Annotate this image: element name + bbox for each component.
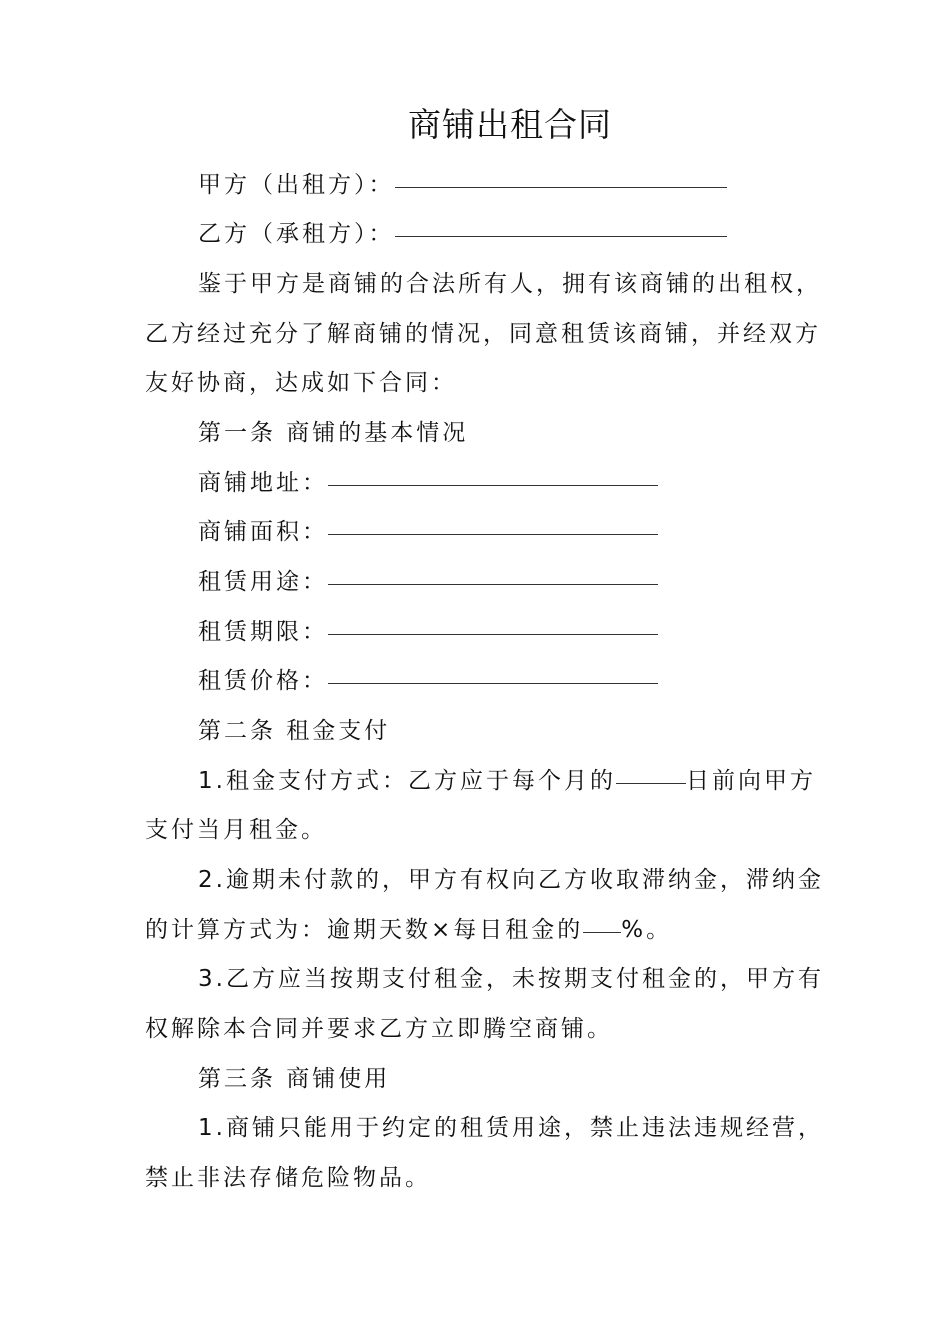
field-label: 商铺面积：: [198, 519, 328, 545]
document-title: 商铺出租合同: [408, 105, 612, 144]
article-2-item-1-line-2: 支付当月租金。: [145, 817, 327, 843]
field-label: 租赁价格：: [198, 668, 328, 694]
field-blank: [328, 455, 658, 486]
article-2-item-1-line-1: [198, 756, 818, 806]
field-lease-price: [198, 656, 818, 706]
field-shop-address: [198, 458, 818, 508]
preamble-line-3: 友好协商，达成如下合同：: [145, 370, 457, 396]
party-b-label: 乙方（承租方）：: [198, 221, 395, 247]
article-3-item-1-line-1: 1.商铺只能用于约定的租赁用途，禁止违法违规经营，: [198, 1115, 824, 1141]
item-text: 日前向甲方: [685, 768, 816, 794]
field-label: 租赁用途：: [198, 569, 328, 595]
day-blank: [616, 753, 686, 784]
field-blank: [328, 504, 658, 535]
article-3-heading: 第三条 商铺使用: [198, 1066, 391, 1092]
field-blank: [328, 653, 658, 684]
preamble-line-1: 鉴于甲方是商铺的合法所有人，拥有该商铺的出租权，: [198, 271, 822, 297]
article-2-item-2-line-1: 2.逾期未付款的，甲方有权向乙方收取滞纳金，滞纳金: [198, 867, 824, 893]
field-blank: [328, 554, 658, 585]
party-a-blank: [395, 157, 727, 188]
party-a-label: 甲方（出租方）：: [198, 172, 395, 198]
article-3-item-1-line-2: 禁止非法存储危险物品。: [145, 1165, 431, 1191]
item-text: %。: [621, 917, 673, 943]
article-1-heading: 第一条 商铺的基本情况: [198, 420, 469, 446]
field-blank: [328, 604, 658, 635]
article-2-item-2-line-2: [145, 905, 815, 955]
field-label: 商铺地址：: [198, 470, 328, 496]
party-b-line: [198, 209, 818, 259]
article-2-heading: 第二条 租金支付: [198, 718, 391, 744]
percent-blank: [583, 902, 621, 933]
party-b-blank: [395, 206, 727, 237]
article-2-item-3-line-2: 权解除本合同并要求乙方立即腾空商铺。: [145, 1016, 613, 1042]
item-text: 1.租金支付方式：乙方应于每个月的: [198, 768, 616, 794]
item-text: 的计算方式为：逾期天数×每日租金的: [145, 917, 584, 943]
article-2-item-3-line-1: 3.乙方应当按期支付租金，未按期支付租金的，甲方有: [198, 966, 824, 992]
field-label: 租赁期限：: [198, 619, 328, 645]
preamble-line-2: 乙方经过充分了解商铺的情况，同意租赁该商铺，并经双方: [145, 321, 821, 347]
field-lease-term: [198, 607, 818, 657]
field-shop-area: [198, 507, 818, 557]
party-a-line: [198, 160, 818, 210]
field-lease-purpose: [198, 557, 818, 607]
